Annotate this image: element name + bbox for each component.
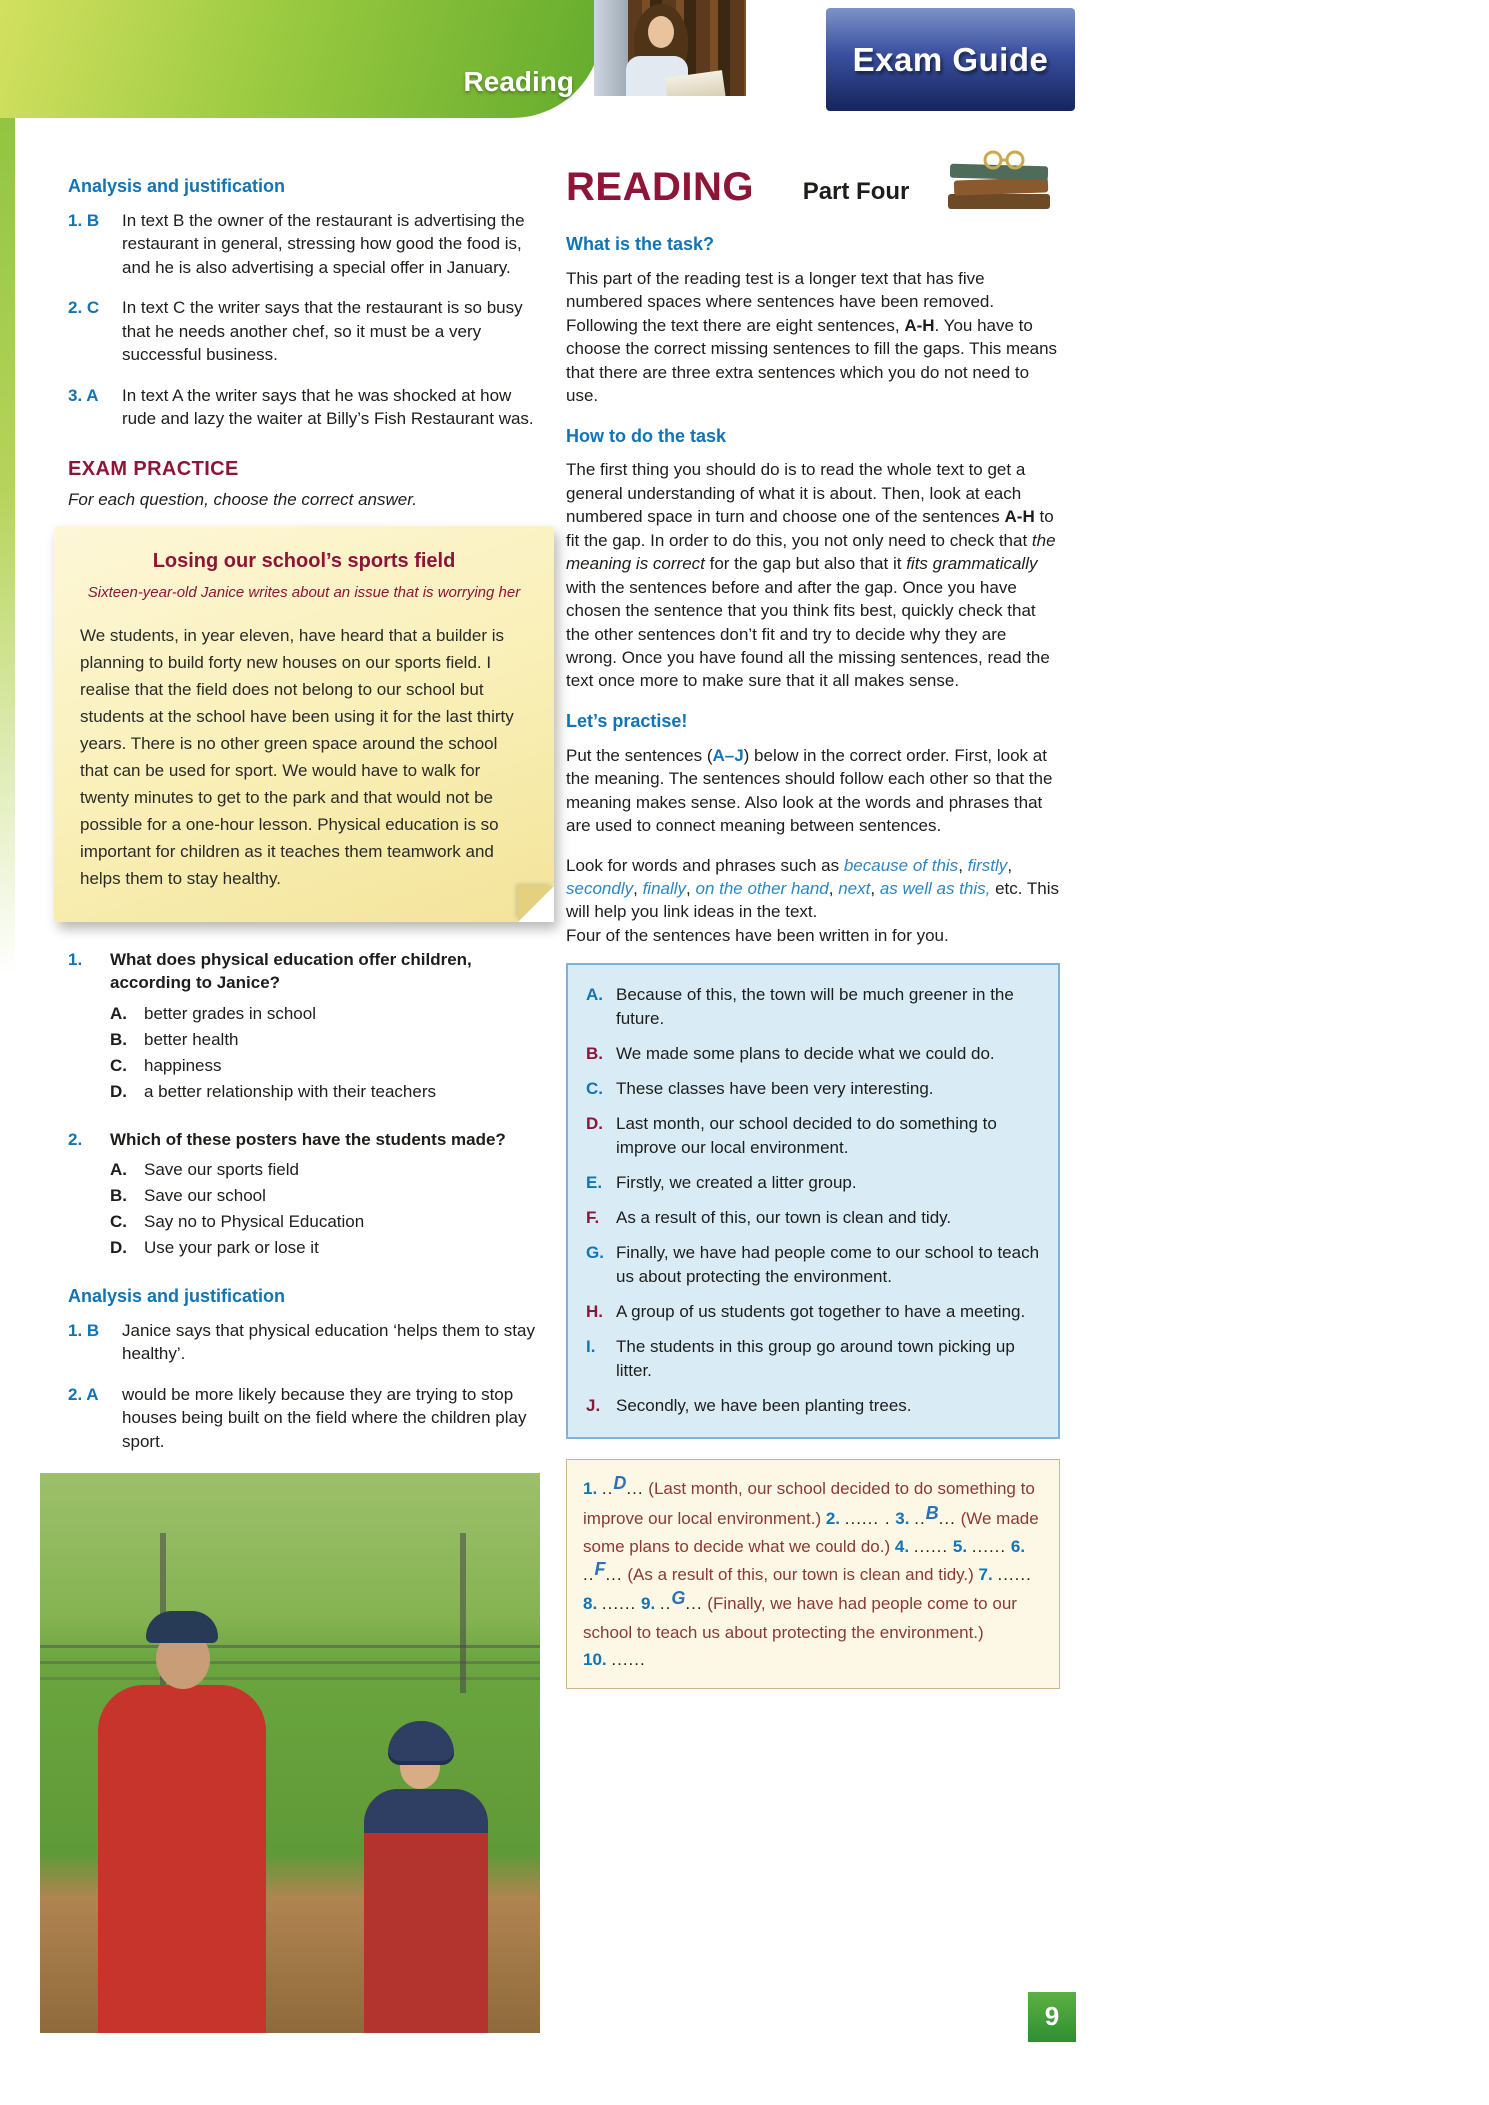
item-answer-letter: B — [86, 1320, 100, 1340]
analysis-item — [68, 1319, 540, 1366]
answer-number: 1. — [583, 1479, 598, 1499]
reading-part-title: READING — [566, 165, 754, 209]
dotted-blank: .. — [601, 1479, 614, 1499]
photo-background — [594, 0, 628, 96]
text-run: to fit the gap. In order to do this, you not only need to check that — [566, 507, 1054, 550]
option-row — [110, 1028, 540, 1052]
option-text: Say no to Physical Education — [144, 1212, 365, 1232]
text-run: for the gap but also that it — [704, 554, 907, 574]
option-text: Save our sports field — [144, 1160, 299, 1180]
option-row — [110, 1158, 506, 1182]
right-column — [566, 160, 1060, 2033]
sentence-item — [586, 1241, 1040, 1289]
answer-sentence: (We made some plans to decide what we could do.) — [583, 1508, 1039, 1556]
text-run: , — [870, 879, 880, 898]
player-helmet — [388, 1721, 454, 1765]
answer-key-label — [68, 209, 122, 279]
sentence-letter: B. — [586, 1044, 603, 1064]
item-number: 1. — [68, 210, 83, 230]
dotted-blank: ...... — [601, 1594, 637, 1614]
dotted-blank: ...... — [997, 1565, 1032, 1585]
answer-key-label — [68, 1383, 122, 1453]
item-answer-letter: A — [86, 385, 99, 405]
dotted-blank: ...... — [611, 1650, 646, 1670]
answer-number: 7. — [978, 1565, 993, 1585]
sentence-text: A group of us students got together to have a meeting. — [616, 1302, 1026, 1322]
text-run-blue-bold: A–J — [712, 745, 744, 765]
option-text: better health — [144, 1029, 239, 1049]
handwritten-answer: F — [594, 1559, 606, 1580]
dotted-blank: ... — [685, 1594, 703, 1614]
question-2 — [68, 1128, 540, 1262]
text-run: ) below in the correct order. First, look at the meaning. The sentences should follow each other so that the meaning makes sense. Also look at the words and phrases that are used to connect meaning between sentences. — [566, 745, 1053, 836]
photo-player — [356, 1705, 496, 2033]
answer-number: 10. — [583, 1650, 607, 1670]
sentence-letter: J. — [586, 1396, 601, 1416]
text-run-italic: the meaning is correct — [566, 530, 1056, 574]
dotted-blank: ...... . — [844, 1508, 891, 1528]
header-green-banner — [0, 0, 602, 118]
section-paragraph — [566, 458, 1060, 693]
text-run: The first thing you should do is to read the whole text to get a general understanding of what it is about. Then, look at each numbered space in turn and choose one of the sentences — [566, 460, 1026, 527]
page-number-badge — [1028, 1992, 1076, 2042]
reading-title-row — [566, 160, 1060, 222]
page-content — [68, 160, 1060, 2033]
option-letter: C. — [110, 1055, 127, 1075]
analysis-heading-top: Analysis and justification — [68, 176, 286, 196]
connectors-paragraph — [566, 854, 1060, 924]
sentence-text: Finally, we have had people come to our school to teach us about protecting the environment. — [616, 1243, 1040, 1287]
analysis-text: In text C the writer says that the restaurant is so busy that he needs another chef, so it must be a very successful business. — [122, 298, 523, 365]
option-text: better grades in school — [144, 1003, 316, 1023]
sentence-text: Firstly, we created a litter group. — [616, 1173, 857, 1193]
header-brand-banner — [826, 8, 1075, 111]
sentence-item — [586, 1335, 1040, 1383]
text-run: This part of the reading test is a longer text that has five numbered spaces where sentences have been removed. Following the text there are eight sentences, — [566, 268, 995, 335]
note-subtitle: Sixteen-year-old Janice writes about an issue that is worrying her — [87, 584, 521, 602]
connector-word: on the other hand — [695, 879, 829, 898]
connector-word: because of this — [843, 855, 959, 875]
analysis-item — [68, 209, 540, 279]
answer-number: 8. — [583, 1594, 598, 1614]
analysis-text: would be more likely because they are trying to stop houses being built on the field where the children play sport. — [122, 1384, 527, 1451]
section-heading: How to do the task — [566, 425, 727, 446]
answer-key-line — [583, 1474, 1043, 1673]
sentence-letter: C. — [586, 1079, 603, 1099]
photo-fence-pole — [460, 1533, 466, 1693]
dotted-blank: .. — [583, 1565, 595, 1585]
note-title: Losing our school’s sports field — [152, 549, 456, 572]
handwritten-answer: B — [925, 1502, 939, 1523]
option-letter: A. — [110, 1003, 127, 1023]
dotted-blank: ...... — [913, 1536, 949, 1556]
option-text: happiness — [144, 1055, 222, 1075]
left-column — [68, 160, 540, 2033]
text-run: , — [686, 879, 696, 898]
option-letter: A. — [110, 1160, 127, 1180]
dotted-blank: .. — [914, 1508, 926, 1528]
analysis-item — [68, 296, 540, 366]
photo-person-face — [648, 16, 674, 48]
answer-number: 3. — [895, 1508, 910, 1528]
part-label: Part Four — [802, 177, 910, 205]
photo-coach — [98, 1589, 268, 2033]
sentence-letter: E. — [586, 1173, 603, 1193]
connector-word: as well as this, — [879, 879, 991, 898]
books-stack-icon — [940, 148, 1060, 220]
option-text: Use your park or lose it — [144, 1238, 319, 1258]
answer-number: 4. — [894, 1536, 910, 1556]
answer-number: 6. — [1010, 1536, 1026, 1556]
sentence-letter: A. — [586, 985, 603, 1005]
option-letter: B. — [110, 1029, 127, 1049]
option-row — [110, 1184, 506, 1208]
text-run: , — [633, 879, 643, 898]
dotted-blank: ... — [605, 1565, 623, 1585]
option-letter: B. — [110, 1186, 127, 1206]
sentence-text: These classes have been very interesting. — [616, 1079, 934, 1099]
item-answer-letter: C — [86, 298, 100, 318]
dotted-blank: .. — [659, 1594, 672, 1614]
sentence-item — [586, 1300, 1040, 1324]
answer-number: 5. — [952, 1536, 968, 1556]
section-paragraph — [566, 744, 1060, 838]
sentence-letter: I. — [586, 1337, 596, 1357]
dotted-blank: ... — [626, 1479, 644, 1499]
coach-shirt — [98, 1685, 266, 2033]
sticky-note-reading-text — [54, 526, 554, 922]
option-row — [110, 1210, 506, 1234]
answer-key-label — [68, 384, 122, 431]
answer-key-label — [68, 296, 122, 366]
analysis-text: Janice says that physical education ‘helps them to stay healthy’. — [122, 1320, 535, 1364]
analysis-item — [68, 1383, 540, 1453]
header-section-label: Reading — [463, 66, 574, 98]
option-row — [110, 1002, 540, 1026]
text-run: , — [958, 855, 968, 875]
section-heading: What is the task? — [566, 234, 715, 254]
analysis-text: In text A the writer says that he was shocked at how rude and lazy the waiter at Billy’s Fish Restaurant was. — [122, 385, 534, 428]
text-run: etc. This will help you link ideas in the text. — [566, 879, 1060, 922]
option-letter: D. — [110, 1081, 127, 1101]
question-prompt: What does physical education offer children, according to Janice? — [110, 949, 472, 993]
sentence-text: We made some plans to decide what we could do. — [616, 1044, 995, 1064]
option-letter: C. — [110, 1212, 127, 1232]
sentence-text: Secondly, we have been planting trees. — [616, 1396, 912, 1416]
sentences-box — [566, 963, 1060, 1439]
text-run: Look for words and phrases such as — [566, 855, 844, 875]
answer-sentence: (As a result of this, our town is clean and tidy.) — [627, 1565, 974, 1585]
text-run: Put the sentences ( — [566, 745, 713, 765]
handwritten-answer: G — [671, 1588, 686, 1609]
sentence-letter: G. — [586, 1243, 604, 1263]
section-what-is-task — [566, 232, 1060, 408]
note-body: We students, in year eleven, have heard that a builder is planning to build forty new houses on our sports field. I realise that the field does not belong to our school but students at the school have been using it for the last thirty years. There is no other green space around the school that can be used for sport. We would have to walk for twenty minutes to get to the park and that would not be possible for a one-hour lesson. Physical education is so important for children as it teaches them teamwork and helps them to stay healthy. — [80, 625, 514, 888]
sentence-text: Last month, our school decided to do something to improve our local environment. — [616, 1114, 997, 1158]
brand-title: Exam Guide — [852, 40, 1049, 78]
section-paragraph — [566, 267, 1060, 408]
item-number: 3. — [68, 385, 83, 405]
player-jersey-sleeves — [364, 1789, 488, 1833]
header-photo — [594, 0, 746, 96]
option-row — [110, 1080, 540, 1104]
question-prompt: Which of these posters have the students made? — [110, 1129, 506, 1149]
answer-sentence: (Finally, we have had people come to our school to teach us about protecting the environment.) — [583, 1594, 1017, 1642]
analysis-heading-bottom: Analysis and justification — [68, 1286, 286, 1307]
dotted-blank: ... — [938, 1508, 956, 1528]
sentence-text: The students in this group go around town picking up litter. — [616, 1337, 1015, 1381]
dotted-blank: ...... — [971, 1536, 1007, 1556]
question-1 — [68, 948, 540, 1106]
item-answer-letter: A — [86, 1384, 99, 1404]
exam-practice-instruction: For each question, choose the correct answer. — [68, 490, 417, 510]
text-run: , — [1007, 855, 1013, 875]
question-body — [110, 948, 540, 1106]
sentence-item — [586, 1206, 1040, 1230]
exam-practice-heading: EXAM PRACTICE — [68, 458, 239, 481]
option-row — [110, 1236, 506, 1260]
answer-key-box — [566, 1459, 1060, 1688]
text-run-bold: A-H — [1004, 507, 1035, 527]
question-number: 1. — [68, 949, 83, 969]
sentence-item — [586, 1171, 1040, 1195]
section-how-to — [566, 424, 1060, 693]
books-icon — [940, 148, 1060, 214]
sentence-item — [586, 1077, 1040, 1101]
question-body — [110, 1128, 506, 1262]
option-letter: D. — [110, 1238, 127, 1258]
sentence-item — [586, 1042, 1040, 1066]
sentence-item — [586, 1112, 1040, 1160]
option-row — [110, 1054, 540, 1078]
item-number: 1. — [68, 1320, 83, 1340]
connector-word: next — [838, 879, 871, 898]
sentence-letter: H. — [586, 1302, 603, 1322]
analysis-item — [68, 384, 540, 431]
text-run-italic: fits grammatically — [906, 554, 1038, 574]
sentence-letter: D. — [586, 1114, 603, 1134]
sentence-letter: F. — [586, 1208, 600, 1228]
option-text: a better relationship with their teachers — [144, 1081, 436, 1101]
page-number: 9 — [1044, 2001, 1060, 2032]
text-run-bold: A-H — [904, 315, 935, 335]
text-run: with the sentences before and after the gap. Once you have chosen the sentence that you think fits best, quickly check that the other sentences don’t fit and try to decide why they are wrong. Once you have found all the missing sentences, read the text once more to make sure that it all makes sense. — [566, 577, 1050, 691]
left-edge-decoration — [0, 96, 15, 976]
text-run: , — [828, 879, 839, 898]
analysis-text: In text B the owner of the restaurant is advertising the restaurant in general, stressing how good the food is, and he is also advertising a special offer in January. — [122, 210, 525, 277]
answer-number: 9. — [641, 1594, 656, 1614]
connectors-footer: Four of the sentences have been written in for you. — [566, 925, 949, 945]
connector-word: secondly — [566, 879, 634, 898]
coach-cap — [146, 1611, 218, 1643]
item-answer-letter: B — [86, 210, 100, 230]
connector-word: firstly — [967, 855, 1008, 875]
connector-word: finally — [642, 879, 687, 898]
question-number: 2. — [68, 1129, 83, 1149]
section-connectors — [566, 854, 1060, 948]
sentence-text: As a result of this, our town is clean and tidy. — [616, 1208, 952, 1228]
answer-sentence: (Last month, our school decided to do something to improve our local environment.) — [583, 1479, 1035, 1528]
handwritten-answer: D — [613, 1473, 627, 1494]
section-practise — [566, 709, 1060, 838]
answer-number: 2. — [825, 1508, 841, 1528]
sentence-item — [586, 983, 1040, 1031]
item-number: 2. — [68, 298, 83, 318]
section-heading: Let’s practise! — [566, 710, 688, 731]
option-text: Save our school — [144, 1186, 266, 1206]
baseball-coach-photo — [40, 1473, 540, 2033]
sentence-text: Because of this, the town will be much greener in the future. — [616, 985, 1014, 1029]
sentence-item — [586, 1394, 1040, 1418]
item-number: 2. — [68, 1384, 83, 1404]
answer-key-label — [68, 1319, 122, 1366]
text-run: . You have to choose the correct missing sentences to fill the gaps. This means that there are three extra sentences which you do not need to use. — [566, 315, 1058, 406]
